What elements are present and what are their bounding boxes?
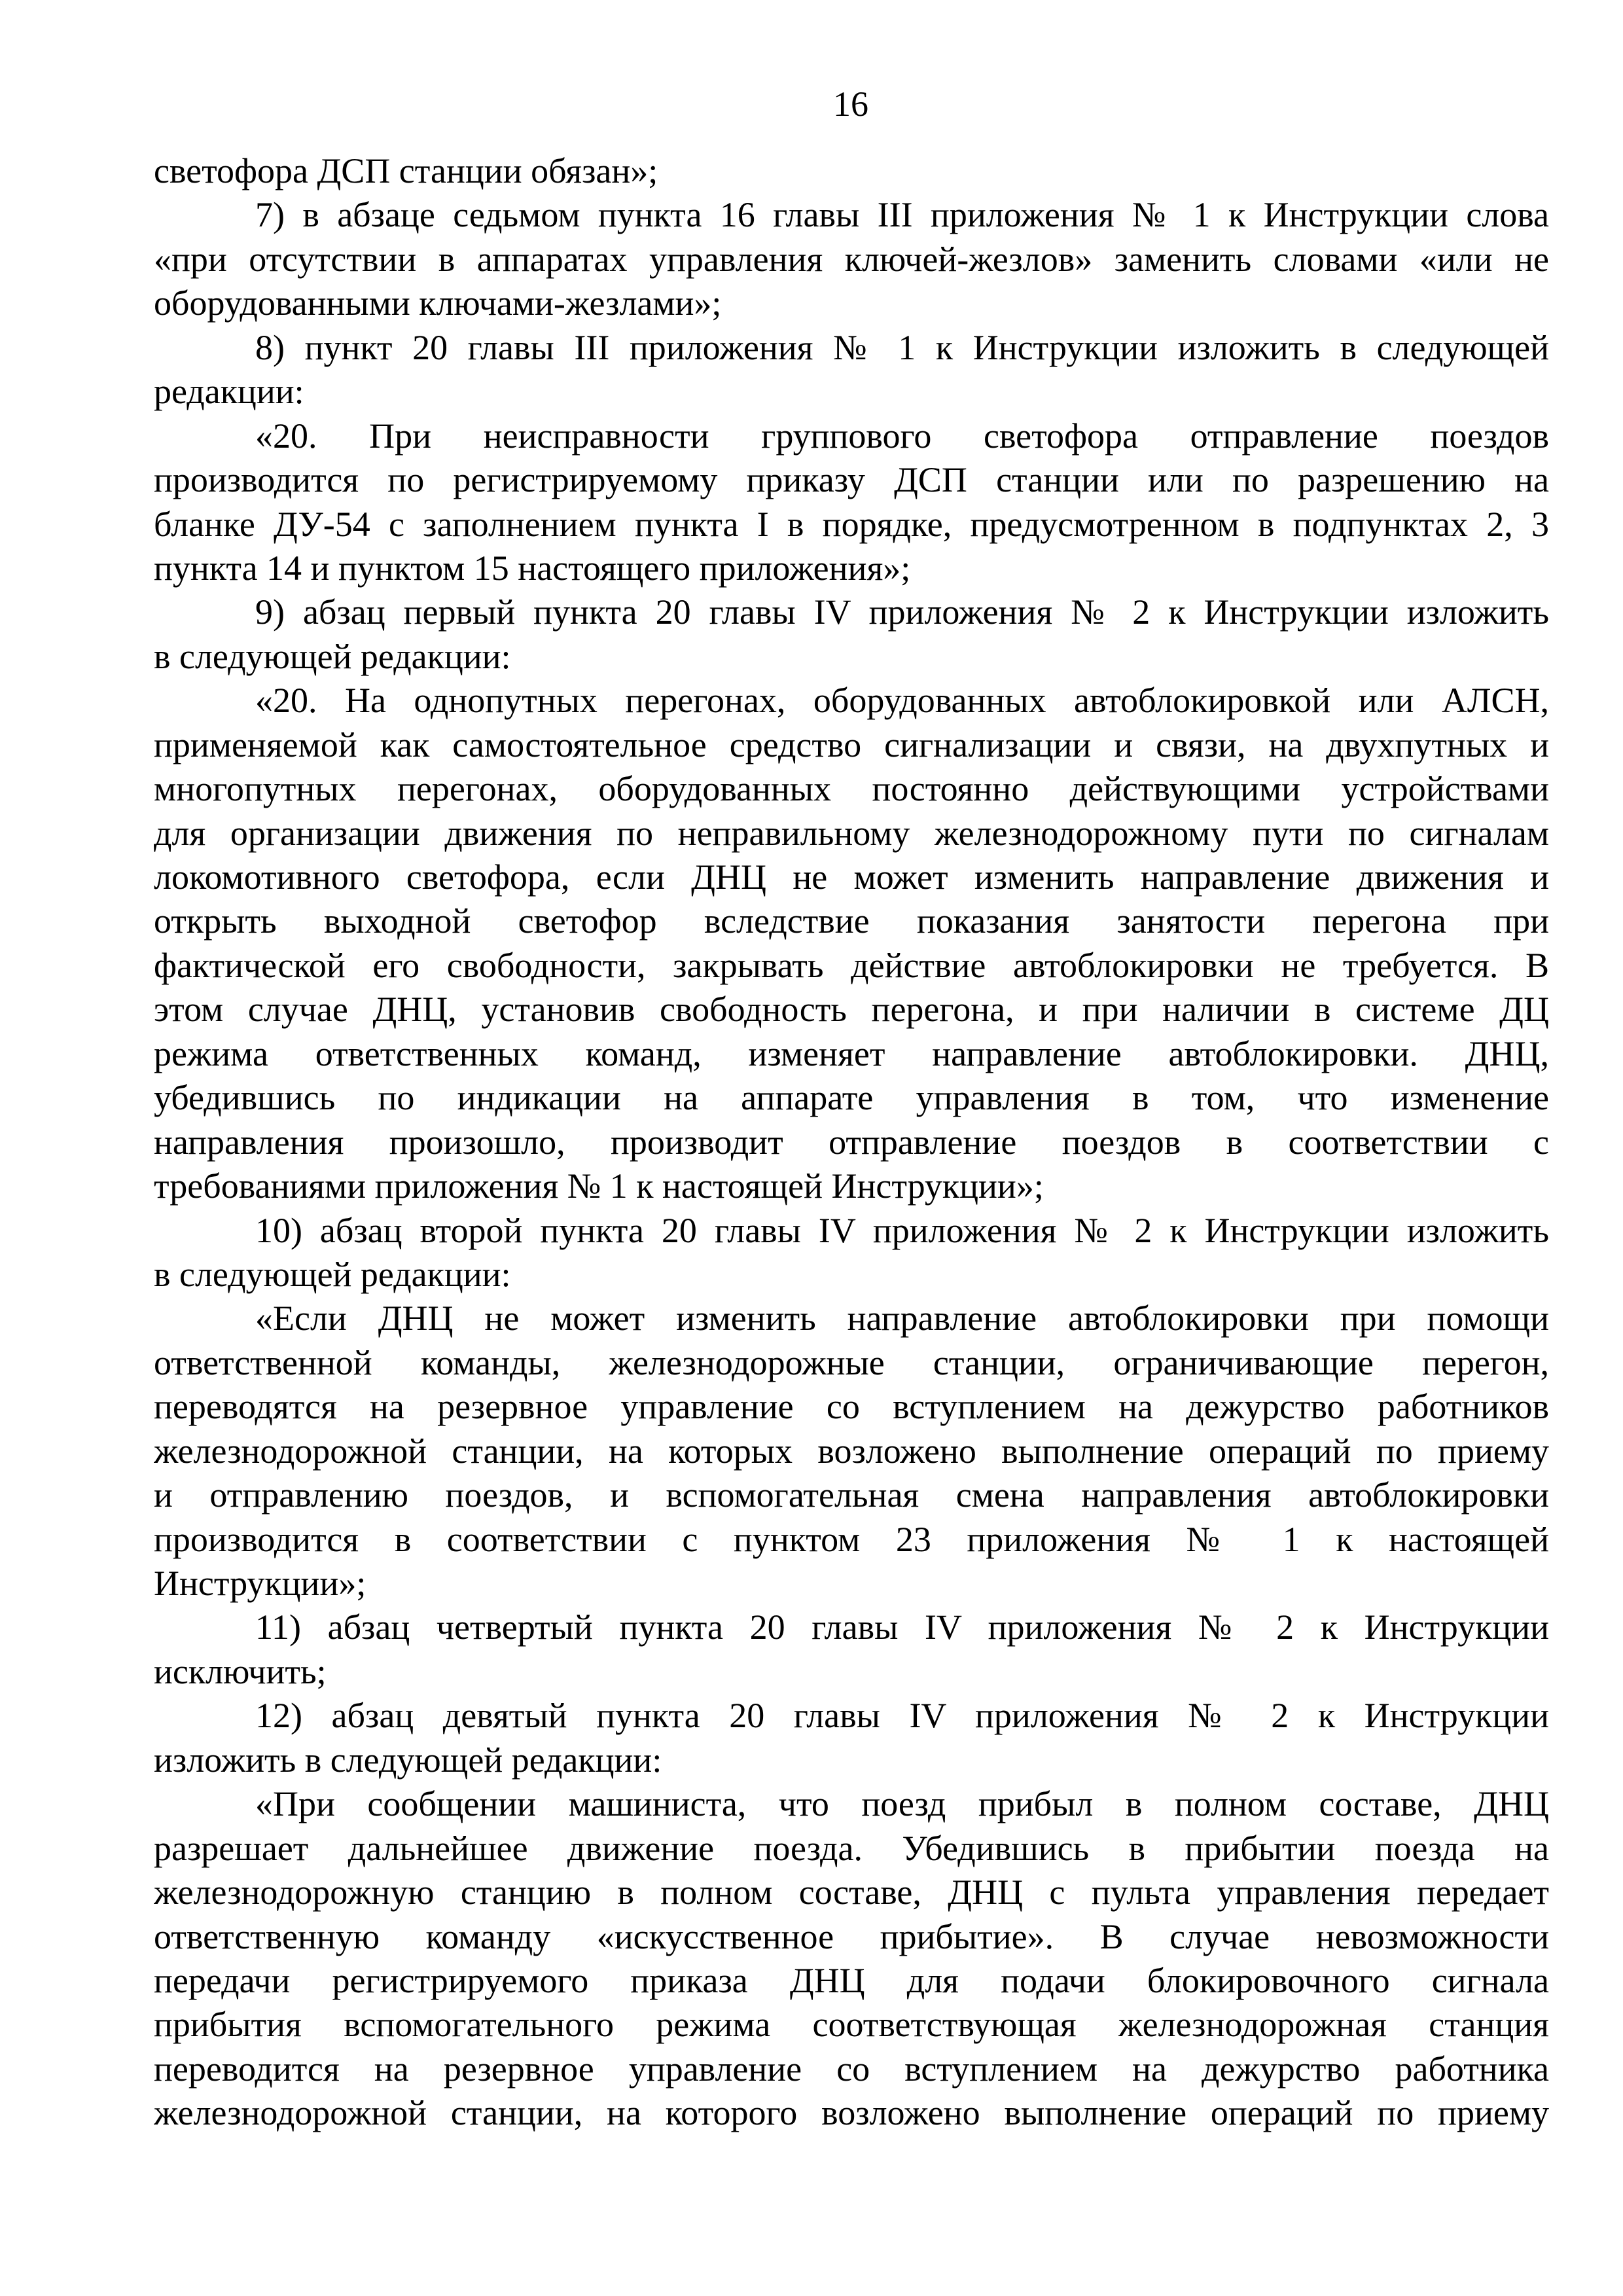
paragraph-first-line: «Если ДНЦ не может изменить направление автоблокировки при помощи (255, 1299, 1549, 1338)
text-line: изложить в следующей редакции: (154, 1740, 662, 1780)
paragraph-first-line: 11) абзац четвертый пункта 20 главы IV приложения № 2 к Инструкции (255, 1607, 1549, 1647)
text-line: для организации движения по неправильному железнодорожному пути по сигналам (154, 813, 1549, 853)
paragraph-first-line: 8) пункт 20 главы III приложения № 1 к Инструкции изложить в следующей (255, 327, 1549, 367)
text-line: фактической его свободности, закрывать действие автоблокировки не требуется. В (154, 945, 1549, 985)
text-line: железнодорожную станцию в полном составе, ДНЦ с пульта управления передает (154, 1873, 1549, 1912)
text-line: и отправлению поездов, и вспомогательная смена направления автоблокировки (154, 1475, 1549, 1515)
text-line: ответственной команды, железнодорожные станции, ограничивающие перегон, (154, 1342, 1549, 1382)
paragraph-first-line: «При сообщении машиниста, что поезд прибыл в полном составе, ДНЦ (255, 1784, 1549, 1824)
text-line: многопутных перегонах, оборудованных постоянно действующими устройствами (154, 769, 1549, 809)
text-line: локомотивного светофора, если ДНЦ не может изменить направление движения и (154, 857, 1549, 897)
text-line: производится в соответствии с пунктом 23 приложения № 1 к настоящей (154, 1519, 1549, 1559)
text-line: убедившись по индикации на аппарате управления в том, что изменение (154, 1078, 1549, 1118)
text-line: требованиями приложения № 1 к настоящей Инструкции»; (154, 1166, 1044, 1206)
text-line: железнодорожной станции, на которых возложено выполнение операций по приему (154, 1431, 1549, 1471)
text-line: в следующей редакции: (154, 1254, 511, 1294)
text-line: в следующей редакции: (154, 636, 511, 676)
text-line: железнодорожной станции, на которого возложено выполнение операций по приему (154, 2093, 1549, 2133)
text-line: применяемой как самостоятельное средство сигнализации и связи, на двухпутных и (154, 725, 1549, 764)
text-line: разрешает дальнейшее движение поезда. Убедившись в прибытии поезда на (154, 1828, 1549, 1868)
text-line: этом случае ДНЦ, установив свободность перегона, и при наличии в системе ДЦ (154, 990, 1549, 1030)
text-line: исключить; (154, 1651, 327, 1691)
paragraph-first-line: 10) абзац второй пункта 20 главы IV приложения № 2 к Инструкции изложить (255, 1210, 1549, 1250)
text-line: бланке ДУ-54 с заполнением пункта I в порядке, предусмотренном в подпунктах 2, 3 (154, 504, 1549, 544)
document-body (154, 149, 1549, 2136)
page-number: 16 (833, 84, 868, 124)
text-line: открыть выходной светофор вследствие показания занятости перегона при (154, 901, 1549, 941)
text-line: направления произошло, производит отправление поездов в соответствии с (154, 1122, 1549, 1162)
text-line: редакции: (154, 372, 304, 412)
text-line: производится по регистрируемому приказу ДСП станции или по разрешению на (154, 460, 1549, 500)
paragraph-first-line: «20. При неисправности группового светофора отправление поездов (255, 416, 1549, 456)
text-line: режима ответственных команд, изменяет направление автоблокировки. ДНЦ, (154, 1033, 1549, 1073)
text-line: пункта 14 и пунктом 15 настоящего приложения»; (154, 548, 911, 588)
text-line: прибытия вспомогательного режима соответствующая железнодорожная станция (154, 2005, 1549, 2045)
text-line: оборудованными ключами-жезлами»; (154, 283, 722, 323)
text-line: «при отсутствии в аппаратах управления ключей-жезлов» заменить словами «или не (154, 239, 1549, 279)
text-line: светофора ДСП станции обязан»; (154, 151, 658, 190)
text-line: Инструкции»; (154, 1564, 366, 1603)
text-line: передачи регистрируемого приказа ДНЦ для подачи блокировочного сигнала (154, 1960, 1549, 2000)
paragraph-first-line: 7) в абзаце седьмом пункта 16 главы III приложения № 1 к Инструкции слова (255, 195, 1549, 235)
paragraph-first-line: «20. На однопутных перегонах, оборудованных автоблокировкой или АЛСН, (255, 681, 1549, 721)
text-line: переводятся на резервное управление со вступлением на дежурство работников (154, 1387, 1549, 1427)
paragraph-first-line: 12) абзац девятый пункта 20 главы IV приложения № 2 к Инструкции (255, 1696, 1549, 1736)
text-line: ответственную команду «искусственное прибытие». В случае невозможности (154, 1916, 1549, 1956)
text-line: переводится на резервное управление со вступлением на дежурство работника (154, 2049, 1549, 2089)
paragraph-first-line: 9) абзац первый пункта 20 главы IV приложения № 2 к Инструкции изложить (255, 592, 1549, 632)
